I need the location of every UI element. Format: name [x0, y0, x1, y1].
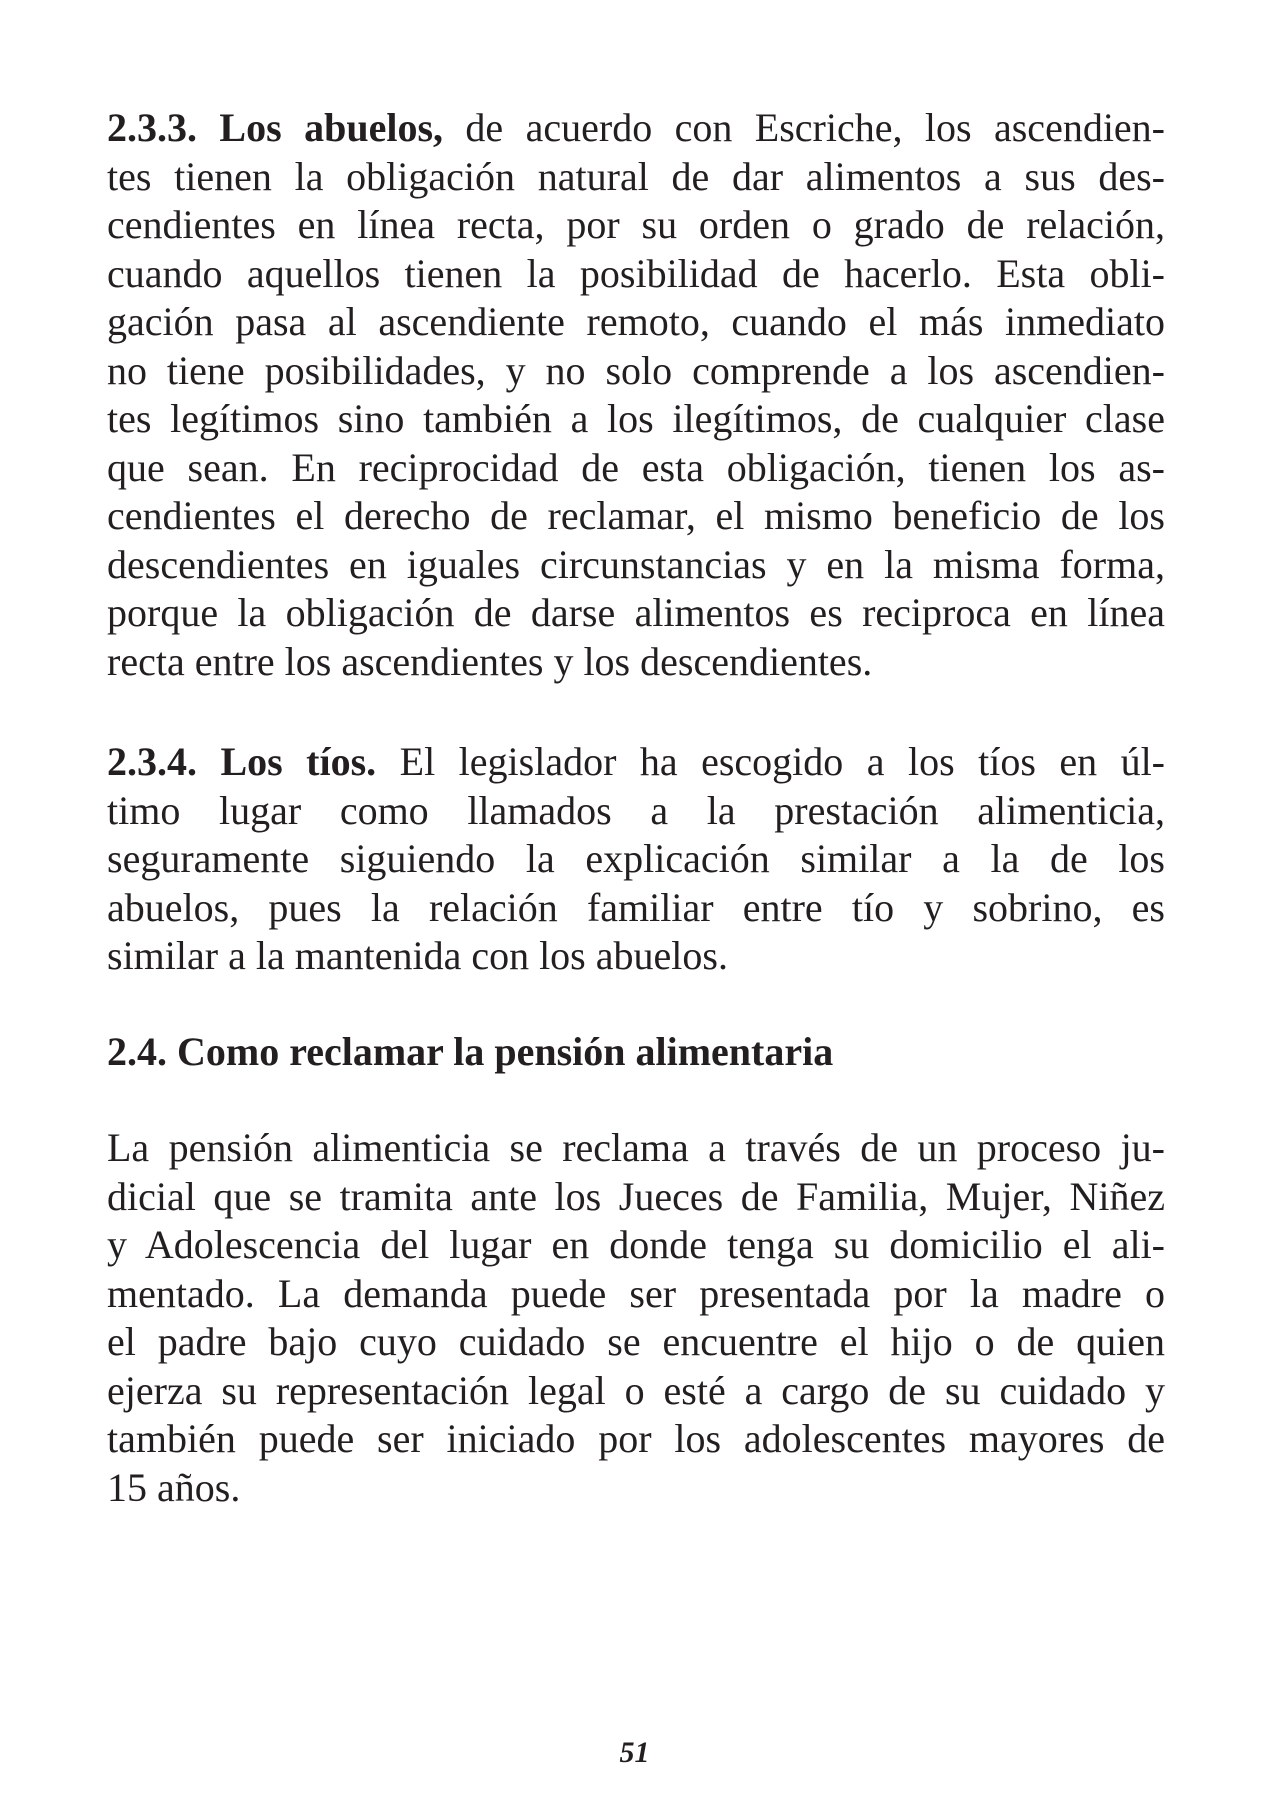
section-heading: 2.3.3. Los abuelos,: [107, 105, 444, 150]
text-line: 2.3.4. Los tíos. El legislador ha escogido a los tíos en úl-: [107, 739, 1166, 784]
text-line: también puede ser iniciado por los adolescentes mayores de: [107, 1416, 1165, 1461]
text-line: similar a la mantenida con los abuelos.: [107, 933, 728, 978]
paragraph-como-reclamar: [107, 1124, 1165, 1512]
text-line: tes tienen la obligación natural de dar alimentos a sus des-: [107, 153, 1165, 199]
text-line: no tiene posibilidades, y no solo comprende a los ascendien-: [107, 347, 1165, 393]
text-line: 15 años.: [107, 1464, 241, 1510]
text-line: descendientes en iguales circunstancias y en la misma forma,: [107, 541, 1165, 587]
text-line: abuelos, pues la relación familiar entre tío y sobrino, es: [107, 884, 1165, 930]
text-line: ejerza su representación legal o esté a cargo de su cuidado y: [107, 1367, 1165, 1413]
page-number: 51: [619, 1736, 650, 1769]
text-line: seguramente siguiendo la explicación similar a la de los: [107, 836, 1165, 881]
section-heading-2-4: 2.4. Como reclamar la pensión alimentaria: [107, 1029, 834, 1074]
text-line: recta entre los ascendientes y los descendientes.: [107, 638, 873, 684]
paragraph-los-tios: [107, 738, 1165, 981]
text-line: gación pasa al ascendiente remoto, cuando el más inmediato: [107, 299, 1165, 344]
text-line: La pensión alimenticia se reclama a través de un proceso ju-: [107, 1125, 1165, 1170]
text-line: mentado. La demanda puede ser presentada por la madre o: [107, 1270, 1165, 1316]
text-line: 2.3.3. Los abuelos, de acuerdo con Escriche, los ascendien-: [107, 105, 1166, 150]
paragraph-los-abuelos: [107, 104, 1165, 686]
text-line: cendientes el derecho de reclamar, el mismo beneficio de los: [107, 493, 1165, 538]
text-line: dicial que se tramita ante los Jueces de Familia, Mujer, Niñez: [107, 1173, 1165, 1219]
text-line: porque la obligación de darse alimentos es reciproca en línea: [107, 590, 1165, 635]
text-line: y Adolescencia del lugar en donde tenga su domicilio el ali-: [107, 1222, 1165, 1267]
section-heading: 2.3.4. Los tíos.: [107, 739, 377, 784]
text-line: cendientes en línea recta, por su orden o grado de relación,: [107, 202, 1165, 247]
text-line: el padre bajo cuyo cuidado se encuentre el hijo o de quien: [107, 1319, 1165, 1364]
text-line: tes legítimos sino también a los ilegítimos, de cualquier clase: [107, 396, 1165, 441]
text-line: timo lugar como llamados a la prestación alimenticia,: [107, 787, 1165, 833]
text-line: cuando aquellos tienen la posibilidad de hacerlo. Esta obli-: [107, 250, 1165, 296]
text-line: que sean. En reciprocidad de esta obligación, tienen los as-: [107, 444, 1165, 490]
